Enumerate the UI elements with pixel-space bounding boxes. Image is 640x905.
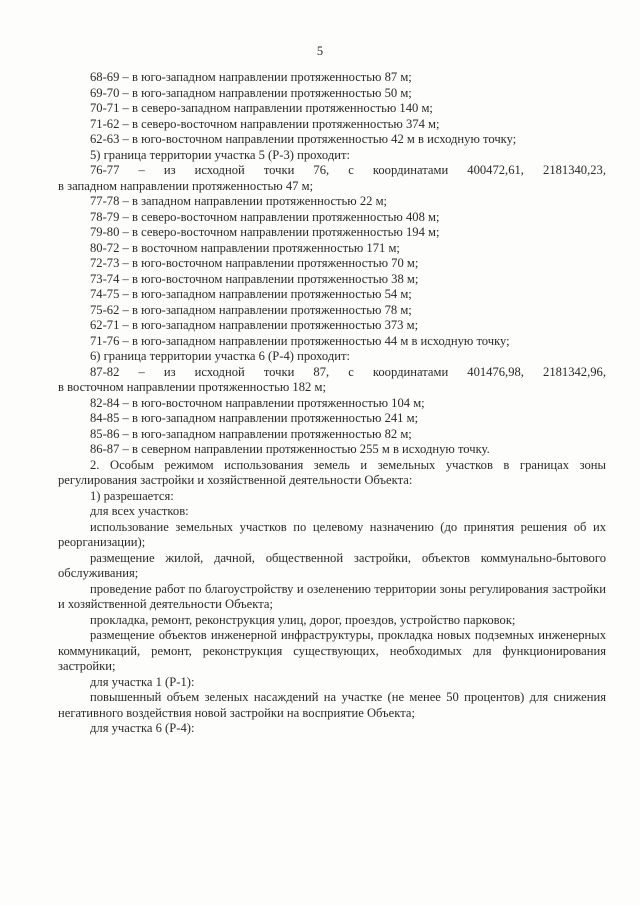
- paragraph: в западном направлении протяженностью 47 м;: [58, 178, 314, 193]
- paragraph: прокладка, ремонт, реконструкция улиц, дорог, проездов, устройство парковок;: [90, 612, 516, 627]
- paragraph: для всех участков:: [90, 504, 189, 518]
- paragraph: 85-86 – в юго-западном направлении протяженностью 82 м;: [90, 426, 412, 441]
- paragraph: 68-69 – в юго-западном направлении протяженностью 87 м;: [90, 70, 412, 84]
- paragraph: 73-74 – в юго-восточном направлении протяженностью 38 м;: [90, 271, 419, 286]
- paragraph: 84-85 – в юго-западном направлении протяженностью 241 м;: [90, 411, 419, 425]
- paragraph: повышенный объем зеленых насаждений на участке (не менее 50 процентов) для снижения негативного воздействия новой застройки на восприятие Объекта;: [58, 690, 606, 720]
- paragraph: 72-73 – в юго-восточном направлении протяженностью 70 м;: [90, 256, 419, 270]
- paragraph: 71-62 – в северо-восточном направлении протяженностью 374 м;: [90, 116, 440, 131]
- paragraph: проведение работ по благоустройству и озеленению территории зоны регулирования застройки и хозяйственной деятельности Объекта;: [58, 581, 606, 611]
- paragraph: 2. Особым режимом использования земель и земельных участков в границах зоны регулирования застройки и хозяйственной деятельности Объекта:: [58, 457, 606, 487]
- paragraph: 5) граница территории участка 5 (Р-3) проходит:: [90, 147, 351, 162]
- paragraph: для участка 6 (Р-4):: [90, 721, 195, 735]
- paragraph: 1) разрешается:: [90, 488, 174, 503]
- paragraph: 71-76 – в юго-западном направлении протяженностью 44 м в исходную точку;: [90, 333, 510, 348]
- paragraph: 62-63 – в юго-восточном направлении протяженностью 42 м в исходную точку;: [90, 132, 517, 146]
- paragraph: 69-70 – в юго-западном направлении протяженностью 50 м;: [90, 85, 412, 100]
- paragraph: 70-71 – в северо-западном направлении протяженностью 140 м;: [90, 101, 433, 115]
- paragraph: 74-75 – в юго-западном направлении протяженностью 54 м;: [90, 287, 412, 301]
- paragraph: 75-62 – в юго-западном направлении протяженностью 78 м;: [90, 302, 412, 317]
- paragraph: 86-87 – в северном направлении протяженностью 255 м в исходную точку.: [90, 442, 490, 456]
- paragraph: 77-78 – в западном направлении протяженностью 22 м;: [90, 194, 388, 208]
- document-body: [58, 70, 606, 737]
- paragraph: 80-72 – в восточном направлении протяженностью 171 м;: [90, 240, 400, 255]
- paragraph: 79-80 – в северо-восточном направлении протяженностью 194 м;: [90, 225, 440, 239]
- paragraph: 76-77 – из исходной точки 76, с координатами 400472,61, 2181340,23,: [90, 163, 606, 177]
- paragraph: размещение объектов инженерной инфраструктуры, прокладка новых подземных инженерных коммуникаций, ремонт, реконструкция существующих, необходимых для функционирования застройки;: [58, 628, 606, 673]
- page-number: 5: [316, 44, 324, 58]
- paragraph: 82-84 – в юго-восточном направлении протяженностью 104 м;: [90, 395, 425, 410]
- paragraph: 78-79 – в северо-восточном направлении протяженностью 408 м;: [90, 209, 440, 224]
- paragraph: размещение жилой, дачной, общественной застройки, объектов коммунально-бытового обслуживания;: [58, 550, 606, 580]
- paragraph: 87-82 – из исходной точки 87, с координатами 401476,98, 2181342,96,: [90, 364, 606, 379]
- paragraph: в восточном направлении протяженностью 182 м;: [58, 380, 326, 394]
- paragraph: для участка 1 (Р-1):: [90, 674, 195, 689]
- paragraph: 62-71 – в юго-западном направлении протяженностью 373 м;: [90, 318, 419, 332]
- paragraph: использование земельных участков по целевому назначению (до принятия решения об их реорганизации);: [58, 519, 606, 549]
- paragraph: 6) граница территории участка 6 (Р-4) проходит:: [90, 349, 351, 363]
